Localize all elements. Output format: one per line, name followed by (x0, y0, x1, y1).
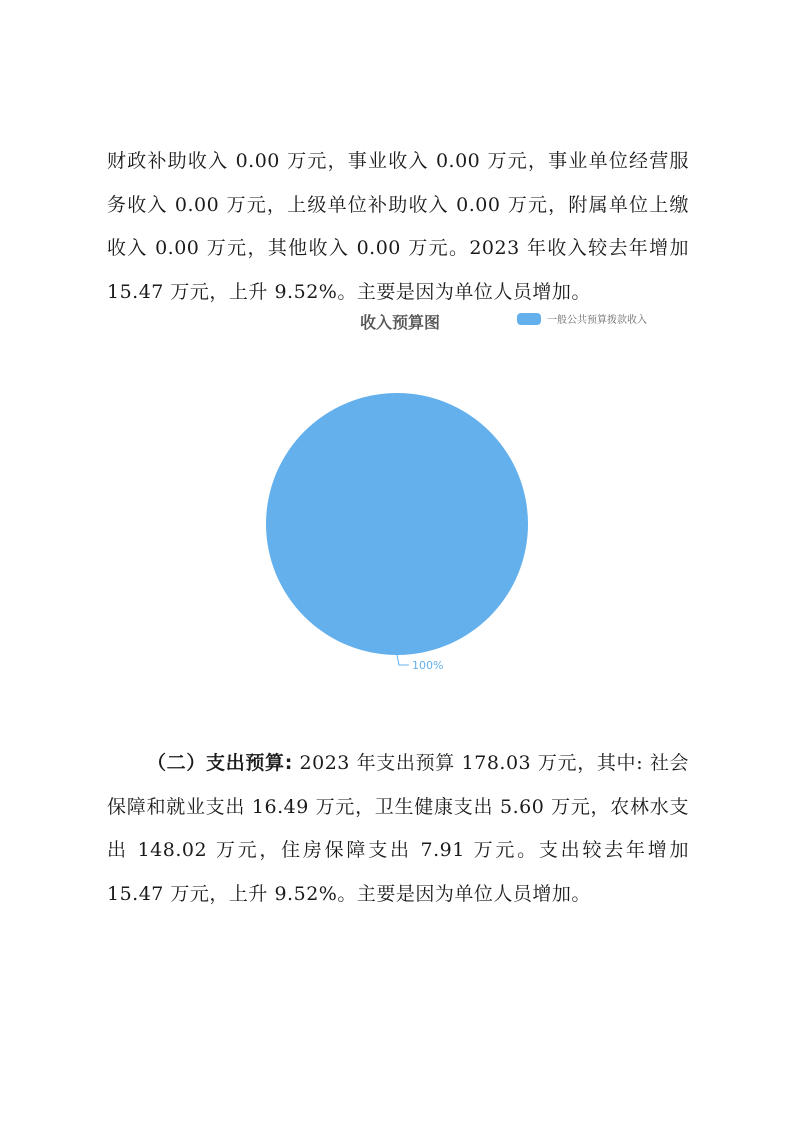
legend-label: 一般公共预算拨款收入 (547, 315, 647, 326)
expenditure-paragraph (107, 742, 689, 916)
pie-chart (0, 300, 793, 700)
pie-slice (266, 393, 528, 655)
income-paragraph (107, 140, 689, 314)
expenditure-paragraph-text: 2023 年支出预算 178.03 万元，其中: 社会保障和就业支出 16.49 万元，卫生健康支出 5.60 万元，农林水支出 148.02 万元，住房保障支出 7.91 万元。支出较去年增加 15.47 万元，上升 9.52%。主要是因为单位人员增加。 (107, 752, 689, 905)
income-paragraph-text: 财政补助收入 0.00 万元，事业收入 0.00 万元，事业单位经营服务收入 0.00 万元，上级单位补助收入 0.00 万元，附属单位上缴收入 0.00 万元，其他收入 0.00 万元。2023 年收入较去年增加 15.47 万元，上升 9.52%。主要是因为单位人员增加。 (107, 150, 689, 303)
income-budget-chart (0, 300, 793, 700)
chart-title: 收入预算图 (359, 313, 440, 332)
section-heading: （二）支出预算: (147, 752, 293, 774)
slice-label: 100% (412, 659, 444, 672)
slice-label-line (397, 655, 409, 665)
